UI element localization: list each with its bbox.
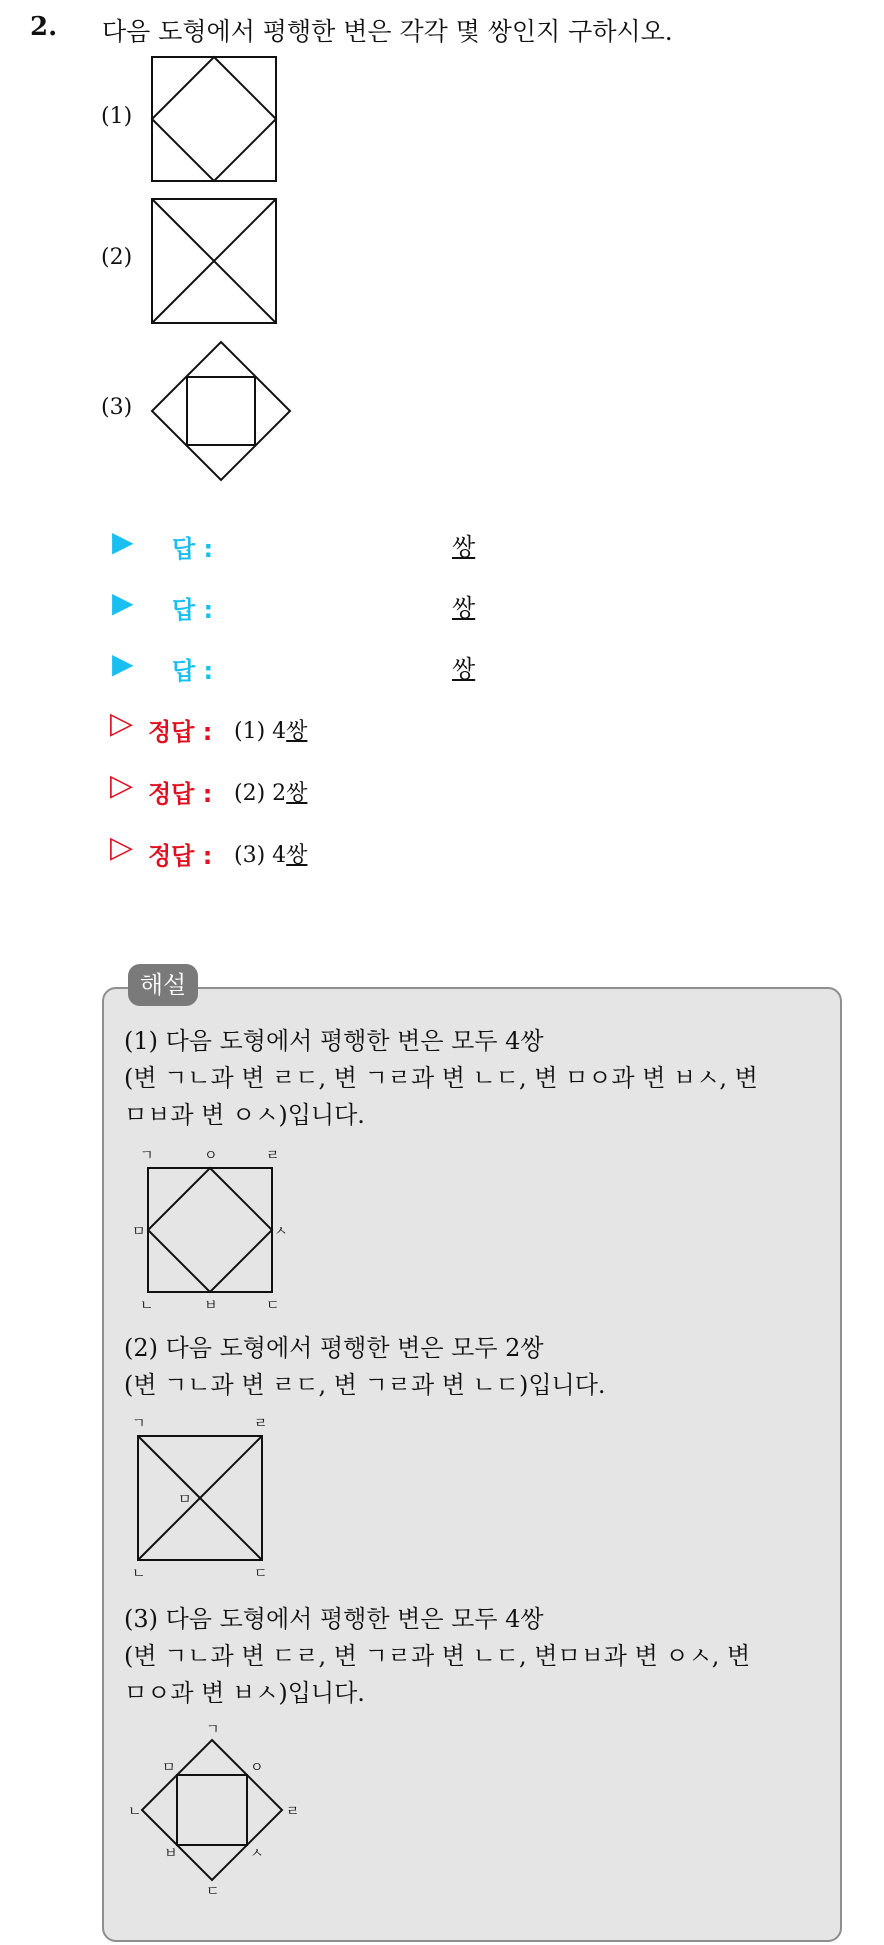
explanation-1-line-3: ㅁㅂ과 변 ㅇㅅ)입니다. <box>124 1101 365 1129</box>
vertex-label: ㅇ <box>250 1760 264 1776</box>
question-text: 다음 도형에서 평행한 변은 각각 몇 쌍인지 구하시오. <box>102 17 673 46</box>
vertex-label: ㅅ <box>274 1224 288 1240</box>
vertex-label: ㄱ <box>140 1148 154 1164</box>
figure-1-square-diamond <box>150 55 282 187</box>
answer-unit: 쌍 <box>452 655 476 683</box>
answer-row-1 <box>112 527 532 563</box>
solution-row-1 <box>110 706 510 748</box>
play-triangle-icon: ▶ <box>112 647 134 680</box>
answer-row-3 <box>112 649 532 685</box>
vertex-label: ㄴ <box>140 1298 154 1314</box>
explanation-3-diagram <box>124 1720 314 1900</box>
solution-value: (3) 4쌍 <box>234 843 308 868</box>
explanation-3-line-3: ㅁㅇ과 변 ㅂㅅ)입니다. <box>124 1679 365 1707</box>
explanation-2-diagram <box>122 1412 282 1582</box>
outline-triangle-icon: ▷ <box>110 706 134 741</box>
vertex-label: ㅂ <box>164 1846 178 1862</box>
solution-row-3 <box>110 830 510 872</box>
vertex-label: ㅇ <box>204 1148 218 1164</box>
vertex-label: ㅁ <box>162 1760 176 1776</box>
answer-unit: 쌍 <box>452 594 476 622</box>
vertex-label: ㄴ <box>128 1804 142 1820</box>
solution-label: 정답 : <box>148 718 213 746</box>
explanation-1-diagram <box>128 1144 288 1314</box>
answer-label: 답 : <box>172 657 214 685</box>
solution-value: (1) 4쌍 <box>234 719 308 744</box>
explanation-3-line-1: (3) 다음 도형에서 평행한 변은 모두 4쌍 <box>124 1605 544 1633</box>
vertex-label: ㅂ <box>204 1298 218 1314</box>
vertex-label: ㄴ <box>132 1566 146 1582</box>
question-number: 2. <box>30 12 58 42</box>
answer-row-2 <box>112 588 532 624</box>
vertex-label: ㅅ <box>250 1846 264 1862</box>
answer-unit: 쌍 <box>452 533 476 561</box>
solution-row-2 <box>110 768 510 810</box>
explanation-1-line-2: (변 ㄱㄴ과 변 ㄹㄷ, 변 ㄱㄹ과 변 ㄴㄷ, 변 ㅁㅇ과 변 ㅂㅅ, 변 <box>124 1064 758 1092</box>
figure-2-label: (2) <box>101 245 133 270</box>
vertex-label: ㄹ <box>266 1148 280 1164</box>
answer-label: 답 : <box>172 535 214 563</box>
vertex-label: ㄱ <box>132 1416 146 1432</box>
vertex-label: ㄷ <box>254 1566 268 1582</box>
explanation-1-line-1: (1) 다음 도형에서 평행한 변은 모두 4쌍 <box>124 1027 544 1055</box>
explanation-2-line-2: (변 ㄱㄴ과 변 ㄹㄷ, 변 ㄱㄹ과 변 ㄴㄷ)입니다. <box>124 1371 606 1399</box>
answer-label: 답 : <box>172 596 214 624</box>
figure-2-square-diagonals <box>150 197 282 329</box>
vertex-label: ㄱ <box>206 1722 220 1738</box>
vertex-label: ㄹ <box>286 1804 300 1820</box>
play-triangle-icon: ▶ <box>112 586 134 619</box>
solution-value: (2) 2쌍 <box>234 781 308 806</box>
explanation-3-line-2: (변 ㄱㄴ과 변 ㄷㄹ, 변 ㄱㄹ과 변 ㄴㄷ, 변ㅁㅂ과 변 ㅇㅅ, 변 <box>124 1642 751 1670</box>
vertex-label: ㅁ <box>132 1224 146 1240</box>
vertex-label: ㄷ <box>266 1298 280 1314</box>
solution-label: 정답 : <box>148 780 213 808</box>
explanation-tab: 해설 <box>128 964 198 1006</box>
play-triangle-icon: ▶ <box>112 525 134 558</box>
outline-triangle-icon: ▷ <box>110 830 134 865</box>
outline-triangle-icon: ▷ <box>110 768 134 803</box>
vertex-label: ㄹ <box>254 1416 268 1432</box>
figure-3-label: (3) <box>101 395 133 420</box>
vertex-label: ㄷ <box>206 1884 220 1900</box>
figure-1-label: (1) <box>101 104 133 129</box>
solution-label: 정답 : <box>148 842 213 870</box>
vertex-label: ㅁ <box>178 1492 192 1508</box>
explanation-2-line-1: (2) 다음 도형에서 평행한 변은 모두 2쌍 <box>124 1334 544 1362</box>
figure-3-diamond-square <box>150 340 294 484</box>
